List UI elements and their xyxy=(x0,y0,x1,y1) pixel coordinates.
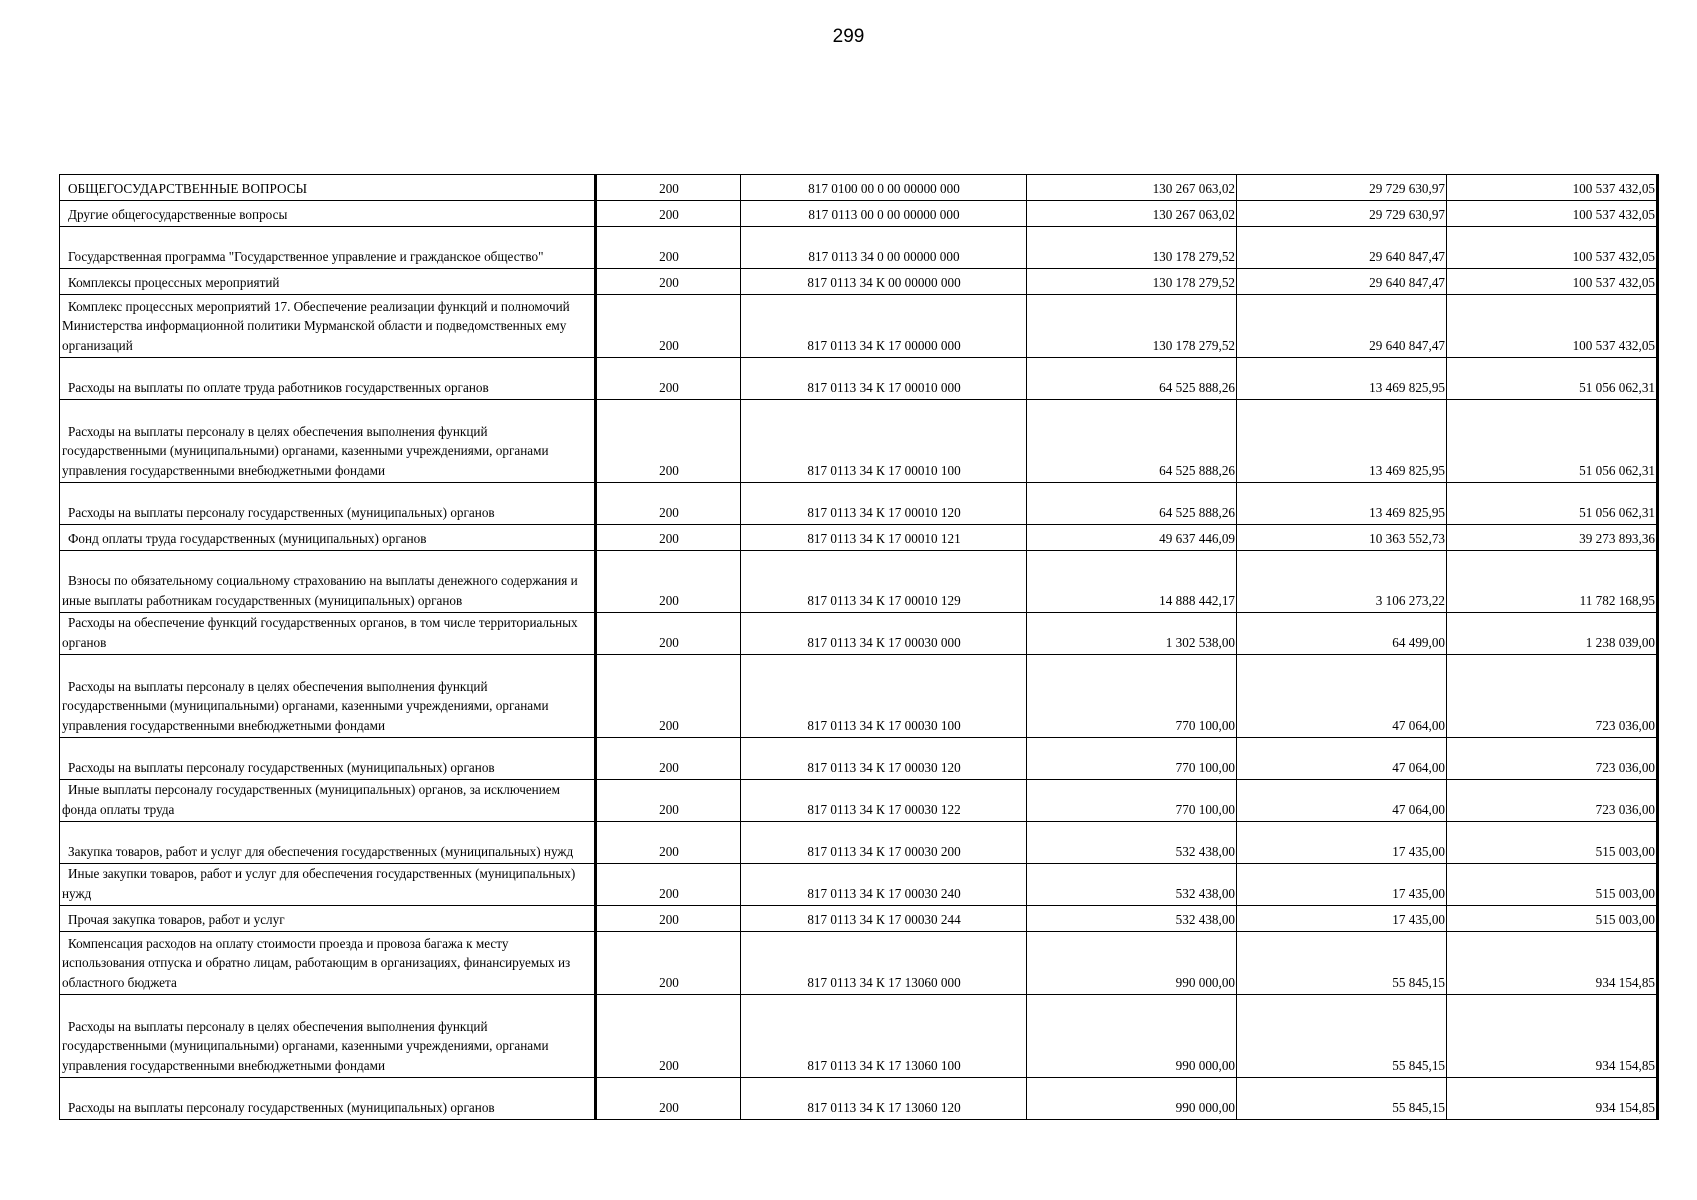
row-name xyxy=(60,738,596,780)
row-code: 200 xyxy=(596,227,741,269)
row-executed: 29 640 847,47 xyxy=(1237,227,1447,269)
row-kbk: 817 0113 34 К 17 00030 122 xyxy=(741,780,1027,822)
row-code: 200 xyxy=(596,738,741,780)
row-approved: 130 267 063,02 xyxy=(1027,201,1237,227)
row-executed: 13 469 825,95 xyxy=(1237,483,1447,525)
row-name-text: Расходы на выплаты персоналу государственных (муниципальных) органов xyxy=(68,1099,495,1115)
row-executed: 13 469 825,95 xyxy=(1237,358,1447,400)
table-row xyxy=(60,822,1658,864)
row-name: Взносы по обязательному социальному страхованию на выплаты денежного содержания и иные выплаты работникам государственных (муниципальных) органов xyxy=(60,551,596,613)
row-name: Иные закупки товаров, работ и услуг для обеспечения государственных (муниципальных) нужд xyxy=(60,864,596,906)
row-kbk: 817 0113 34 К 17 00010 129 xyxy=(741,551,1027,613)
row-name-text: Прочая закупка товаров, работ и услуг xyxy=(68,911,285,927)
row-code: 200 xyxy=(596,1078,741,1120)
row-approved: 130 178 279,52 xyxy=(1027,295,1237,358)
row-kbk: 817 0113 00 0 00 00000 000 xyxy=(741,201,1027,227)
row-name: Комплекс процессных мероприятий 17. Обеспечение реализации функций и полномочий Министерства информационной политики Мурманской области и подведомственных ему организаций xyxy=(60,295,596,358)
row-code: 200 xyxy=(596,175,741,201)
row-name-text: Расходы на выплаты по оплате труда работников государственных органов xyxy=(68,379,489,395)
row-name-text: Расходы на выплаты персоналу государственных (муниципальных) органов xyxy=(68,504,495,520)
row-name: Расходы на обеспечение функций государственных органов, в том числе территориальных органов xyxy=(60,613,596,655)
table-row xyxy=(60,738,1658,780)
row-unexecuted: 51 056 062,31 xyxy=(1447,483,1658,525)
table-row xyxy=(60,175,1658,201)
row-name xyxy=(60,525,596,551)
row-code: 200 xyxy=(596,613,741,655)
row-name: Государственная программа "Государственное управление и гражданское общество" xyxy=(60,227,596,269)
row-name: Компенсация расходов на оплату стоимости проезда и провоза багажа к месту использования отпуска и обратно лицам, работающим в организациях, финансируемых из областного бюджета xyxy=(60,932,596,995)
row-code: 200 xyxy=(596,295,741,358)
table-row xyxy=(60,551,1658,613)
row-name-text: Другие общегосударственные вопросы xyxy=(68,206,288,222)
row-unexecuted: 515 003,00 xyxy=(1447,822,1658,864)
row-code: 200 xyxy=(596,995,741,1078)
row-executed: 29 729 630,97 xyxy=(1237,175,1447,201)
table-row xyxy=(60,613,1658,655)
row-executed: 17 435,00 xyxy=(1237,822,1447,864)
row-name-text: Фонд оплаты труда государственных (муниципальных) органов xyxy=(68,530,427,546)
row-kbk: 817 0113 34 К 17 00030 120 xyxy=(741,738,1027,780)
row-unexecuted: 100 537 432,05 xyxy=(1447,201,1658,227)
row-unexecuted: 934 154,85 xyxy=(1447,995,1658,1078)
row-kbk: 817 0113 34 К 00 00000 000 xyxy=(741,269,1027,295)
row-unexecuted: 51 056 062,31 xyxy=(1447,400,1658,483)
table-row xyxy=(60,995,1658,1078)
row-kbk: 817 0113 34 0 00 00000 000 xyxy=(741,227,1027,269)
row-unexecuted: 934 154,85 xyxy=(1447,1078,1658,1120)
table-row xyxy=(60,358,1658,400)
table-row xyxy=(60,201,1658,227)
row-code: 200 xyxy=(596,400,741,483)
row-kbk: 817 0113 34 К 17 00010 120 xyxy=(741,483,1027,525)
row-executed: 17 435,00 xyxy=(1237,864,1447,906)
row-name xyxy=(60,906,596,932)
row-approved: 532 438,00 xyxy=(1027,822,1237,864)
table-row xyxy=(60,483,1658,525)
row-unexecuted: 39 273 893,36 xyxy=(1447,525,1658,551)
table-row xyxy=(60,932,1658,995)
row-approved: 770 100,00 xyxy=(1027,655,1237,738)
row-kbk: 817 0113 34 К 17 00000 000 xyxy=(741,295,1027,358)
table-row xyxy=(60,780,1658,822)
row-kbk: 817 0113 34 К 17 00010 000 xyxy=(741,358,1027,400)
row-unexecuted: 723 036,00 xyxy=(1447,655,1658,738)
row-approved: 770 100,00 xyxy=(1027,738,1237,780)
row-kbk: 817 0113 34 К 17 00010 121 xyxy=(741,525,1027,551)
row-name: Расходы на выплаты персоналу в целях обеспечения выполнения функций государственными (муниципальными) органами, казенными учреждениями, органами управления государственными внебюджетными фондами xyxy=(60,995,596,1078)
row-approved: 1 302 538,00 xyxy=(1027,613,1237,655)
row-unexecuted: 11 782 168,95 xyxy=(1447,551,1658,613)
row-name xyxy=(60,269,596,295)
row-unexecuted: 100 537 432,05 xyxy=(1447,227,1658,269)
row-name xyxy=(60,483,596,525)
row-executed: 64 499,00 xyxy=(1237,613,1447,655)
row-approved: 532 438,00 xyxy=(1027,906,1237,932)
row-kbk: 817 0113 34 К 17 13060 100 xyxy=(741,995,1027,1078)
row-executed: 17 435,00 xyxy=(1237,906,1447,932)
row-code: 200 xyxy=(596,483,741,525)
row-approved: 990 000,00 xyxy=(1027,1078,1237,1120)
table-row xyxy=(60,906,1658,932)
row-name xyxy=(60,1078,596,1120)
row-executed: 47 064,00 xyxy=(1237,780,1447,822)
row-executed: 10 363 552,73 xyxy=(1237,525,1447,551)
row-code: 200 xyxy=(596,780,741,822)
row-unexecuted: 100 537 432,05 xyxy=(1447,175,1658,201)
row-unexecuted: 934 154,85 xyxy=(1447,932,1658,995)
table-row xyxy=(60,400,1658,483)
row-approved: 130 178 279,52 xyxy=(1027,269,1237,295)
row-executed: 3 106 273,22 xyxy=(1237,551,1447,613)
row-approved: 532 438,00 xyxy=(1027,864,1237,906)
row-name xyxy=(60,358,596,400)
row-name-text: Расходы на выплаты персоналу государственных (муниципальных) органов xyxy=(68,759,495,775)
row-executed: 29 729 630,97 xyxy=(1237,201,1447,227)
row-kbk: 817 0113 34 К 17 13060 120 xyxy=(741,1078,1027,1120)
row-unexecuted: 100 537 432,05 xyxy=(1447,269,1658,295)
row-approved: 64 525 888,26 xyxy=(1027,400,1237,483)
row-name: Закупка товаров, работ и услуг для обеспечения государственных (муниципальных) нужд xyxy=(60,822,596,864)
row-unexecuted: 515 003,00 xyxy=(1447,906,1658,932)
row-kbk: 817 0113 34 К 17 00030 244 xyxy=(741,906,1027,932)
row-kbk: 817 0113 34 К 17 00030 200 xyxy=(741,822,1027,864)
row-code: 200 xyxy=(596,864,741,906)
row-unexecuted: 100 537 432,05 xyxy=(1447,295,1658,358)
row-code: 200 xyxy=(596,358,741,400)
table-row xyxy=(60,655,1658,738)
row-name xyxy=(60,175,596,201)
table-row xyxy=(60,269,1658,295)
row-unexecuted: 51 056 062,31 xyxy=(1447,358,1658,400)
row-approved: 770 100,00 xyxy=(1027,780,1237,822)
row-approved: 64 525 888,26 xyxy=(1027,483,1237,525)
table-row xyxy=(60,1078,1658,1120)
row-name-text: ОБЩЕГОСУДАРСТВЕННЫЕ ВОПРОСЫ xyxy=(68,180,307,196)
table-row xyxy=(60,227,1658,269)
row-unexecuted: 515 003,00 xyxy=(1447,864,1658,906)
row-code: 200 xyxy=(596,201,741,227)
row-approved: 49 637 446,09 xyxy=(1027,525,1237,551)
row-executed: 55 845,15 xyxy=(1237,1078,1447,1120)
row-kbk: 817 0113 34 К 17 00010 100 xyxy=(741,400,1027,483)
row-executed: 47 064,00 xyxy=(1237,738,1447,780)
row-executed: 47 064,00 xyxy=(1237,655,1447,738)
row-code: 200 xyxy=(596,525,741,551)
row-executed: 55 845,15 xyxy=(1237,995,1447,1078)
row-kbk: 817 0113 34 К 17 00030 000 xyxy=(741,613,1027,655)
table-row xyxy=(60,295,1658,358)
row-name: Расходы на выплаты персоналу в целях обеспечения выполнения функций государственными (муниципальными) органами, казенными учреждениями, органами управления государственными внебюджетными фондами xyxy=(60,400,596,483)
budget-execution-table xyxy=(59,174,1659,1120)
row-name xyxy=(60,201,596,227)
table-row xyxy=(60,864,1658,906)
row-approved: 990 000,00 xyxy=(1027,995,1237,1078)
row-code: 200 xyxy=(596,655,741,738)
row-code: 200 xyxy=(596,932,741,995)
row-approved: 14 888 442,17 xyxy=(1027,551,1237,613)
row-approved: 990 000,00 xyxy=(1027,932,1237,995)
row-name: Иные выплаты персоналу государственных (муниципальных) органов, за исключением фонда оплаты труда xyxy=(60,780,596,822)
row-code: 200 xyxy=(596,822,741,864)
row-name: Расходы на выплаты персоналу в целях обеспечения выполнения функций государственными (муниципальными) органами, казенными учреждениями, органами управления государственными внебюджетными фондами xyxy=(60,655,596,738)
row-kbk: 817 0113 34 К 17 00030 100 xyxy=(741,655,1027,738)
row-approved: 130 178 279,52 xyxy=(1027,227,1237,269)
row-executed: 13 469 825,95 xyxy=(1237,400,1447,483)
row-kbk: 817 0113 34 К 17 00030 240 xyxy=(741,864,1027,906)
row-unexecuted: 1 238 039,00 xyxy=(1447,613,1658,655)
row-code: 200 xyxy=(596,269,741,295)
row-kbk: 817 0113 34 К 17 13060 000 xyxy=(741,932,1027,995)
row-code: 200 xyxy=(596,906,741,932)
row-executed: 29 640 847,47 xyxy=(1237,295,1447,358)
row-approved: 64 525 888,26 xyxy=(1027,358,1237,400)
row-executed: 29 640 847,47 xyxy=(1237,269,1447,295)
row-approved: 130 267 063,02 xyxy=(1027,175,1237,201)
page-number: 299 xyxy=(832,26,865,47)
table-row xyxy=(60,525,1658,551)
row-code: 200 xyxy=(596,551,741,613)
row-executed: 55 845,15 xyxy=(1237,932,1447,995)
table-body xyxy=(60,175,1658,1120)
row-unexecuted: 723 036,00 xyxy=(1447,738,1658,780)
row-kbk: 817 0100 00 0 00 00000 000 xyxy=(741,175,1027,201)
row-name-text: Комплексы процессных мероприятий xyxy=(68,274,280,290)
row-unexecuted: 723 036,00 xyxy=(1447,780,1658,822)
